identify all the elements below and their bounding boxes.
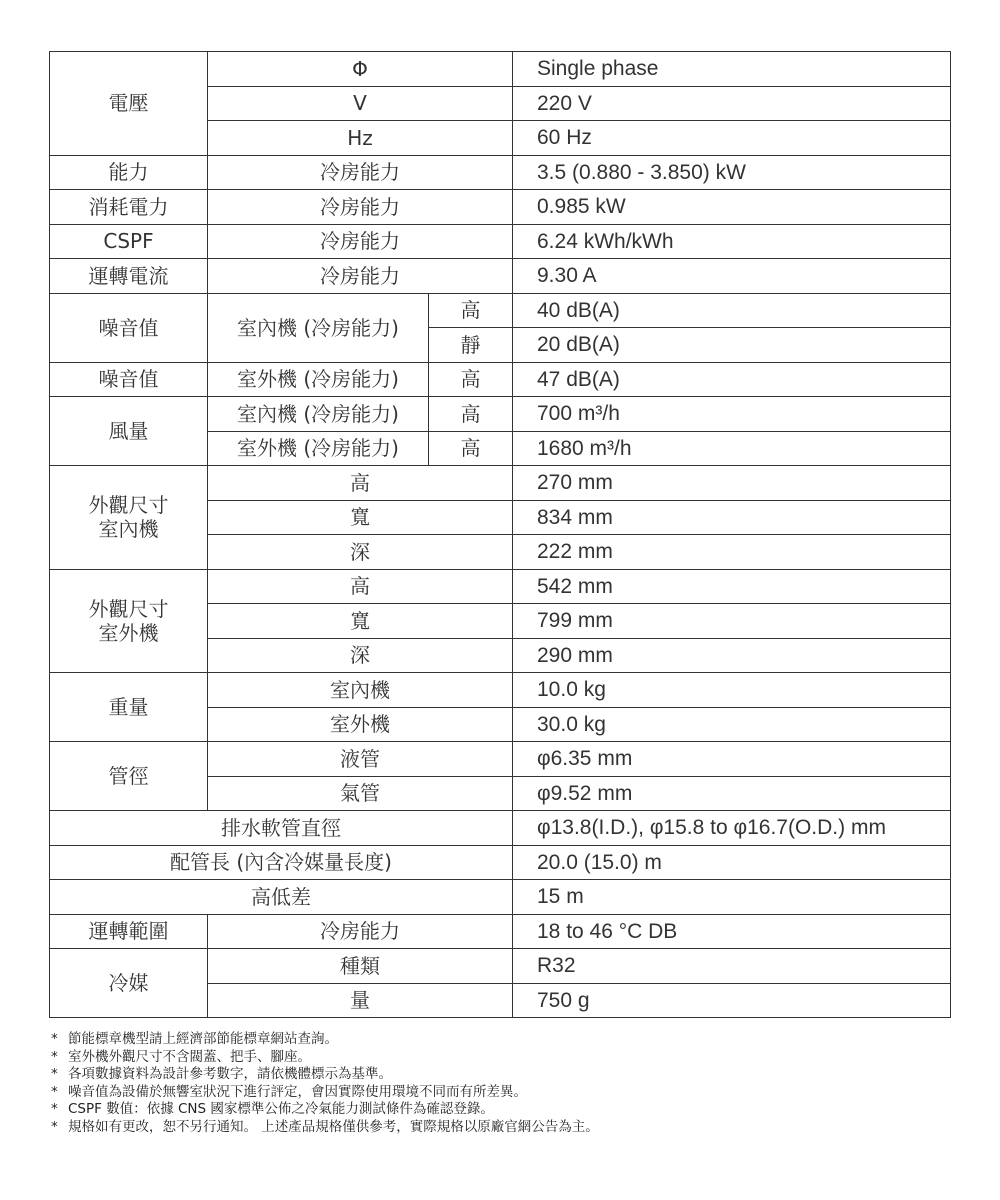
dim-outdoor-height: 高 [208, 569, 513, 604]
table-row [50, 742, 951, 777]
footnote-text: 噪音值為設備於無響室狀況下進行評定，會因實際使用環境不同而有所差異。 [68, 1083, 527, 1100]
table-row [50, 362, 951, 397]
noise-indoor-high-value: 40 dB(A) [513, 293, 951, 328]
dim-indoor-height-value: 270 mm [513, 466, 951, 501]
voltage-label: 電壓 [50, 52, 208, 156]
refrigerant-type-value: R32 [513, 949, 951, 984]
refrigerant-amount-value: 750 g [513, 983, 951, 1018]
pipe-gas-value: φ9.52 mm [513, 776, 951, 811]
power-label: 消耗電力 [50, 190, 208, 225]
cspf-sub: 冷房能力 [208, 224, 513, 259]
hz-value: 60 Hz [513, 121, 951, 156]
footnote-text: 節能標章機型請上經濟部節能標章網站查詢。 [68, 1031, 338, 1047]
table-row [50, 811, 951, 846]
table-row [50, 845, 951, 880]
table-row [50, 569, 951, 604]
table-row [50, 949, 951, 984]
footnote [51, 1066, 971, 1084]
volt-symbol: V [208, 86, 513, 121]
capacity-value: 3.5 (0.880 - 3.850) kW [513, 155, 951, 190]
dim-indoor-height: 高 [208, 466, 513, 501]
table-row [50, 52, 951, 87]
table-row [50, 190, 951, 225]
dim-indoor-label [50, 466, 208, 570]
refrigerant-type: 種類 [208, 949, 513, 984]
footnote-marker: * [51, 1031, 58, 1047]
piping-length-value: 20.0 (15.0) m [513, 845, 951, 880]
table-row [50, 673, 951, 708]
dim-outdoor-label [50, 569, 208, 673]
dim-indoor-depth-value: 222 mm [513, 535, 951, 570]
footnote [51, 1049, 971, 1067]
noise-outdoor-high: 高 [429, 362, 513, 397]
table-row [50, 155, 951, 190]
op-range-label: 運轉範圍 [50, 914, 208, 949]
table-row [50, 466, 951, 501]
dim-outdoor-depth-value: 290 mm [513, 638, 951, 673]
pipe-liquid: 液管 [208, 742, 513, 777]
table-row [50, 224, 951, 259]
height-diff-value: 15 m [513, 880, 951, 915]
airflow-outdoor-high: 高 [429, 431, 513, 466]
weight-indoor-value: 10.0 kg [513, 673, 951, 708]
piping-length-label: 配管長 (內含冷媒量長度) [50, 845, 513, 880]
dim-outdoor-height-value: 542 mm [513, 569, 951, 604]
weight-outdoor: 室外機 [208, 707, 513, 742]
phase-value: Single phase [513, 52, 951, 87]
airflow-indoor-value: 700 m³/h [513, 397, 951, 432]
dim-indoor-depth: 深 [208, 535, 513, 570]
noise-indoor-label: 噪音值 [50, 293, 208, 362]
footnote-marker: * [51, 1048, 58, 1065]
noise-indoor-sub: 室內機 (冷房能力) [208, 293, 429, 362]
noise-outdoor-sub: 室外機 (冷房能力) [208, 362, 429, 397]
footnote-text: 室外機外觀尺寸不含閥蓋、把手、腳座。 [68, 1048, 311, 1065]
weight-indoor: 室內機 [208, 673, 513, 708]
capacity-sub: 冷房能力 [208, 155, 513, 190]
weight-label: 重量 [50, 673, 208, 742]
noise-indoor-quiet-value: 20 dB(A) [513, 328, 951, 363]
refrigerant-label: 冷媒 [50, 949, 208, 1018]
power-value: 0.985 kW [513, 190, 951, 225]
footnote-marker: * [51, 1066, 58, 1083]
op-range-value: 18 to 46 °C DB [513, 914, 951, 949]
dim-outdoor-width: 寬 [208, 604, 513, 639]
noise-outdoor-value: 47 dB(A) [513, 362, 951, 397]
dim-indoor-width: 寬 [208, 500, 513, 535]
airflow-label: 風量 [50, 397, 208, 466]
airflow-outdoor-sub: 室外機 (冷房能力) [208, 431, 429, 466]
airflow-indoor-high: 高 [429, 397, 513, 432]
table-row [50, 880, 951, 915]
volt-value: 220 V [513, 86, 951, 121]
footnote-marker: * [51, 1083, 58, 1100]
footnote [51, 1119, 971, 1137]
current-value: 9.30 A [513, 259, 951, 294]
table-row [50, 397, 951, 432]
footnote-marker: * [51, 1101, 58, 1118]
airflow-indoor-sub: 室內機 (冷房能力) [208, 397, 429, 432]
table-row [50, 914, 951, 949]
op-range-sub: 冷房能力 [208, 914, 513, 949]
dim-outdoor-depth: 深 [208, 638, 513, 673]
capacity-label: 能力 [50, 155, 208, 190]
footnote-text: CSPF 數值：依據 CNS 國家標準公佈之冷氣能力測試條件為確認登錄。 [68, 1101, 494, 1118]
footnotes [51, 1031, 971, 1137]
pipe-liquid-value: φ6.35 mm [513, 742, 951, 777]
pipe-label: 管徑 [50, 742, 208, 811]
footnote-text: 各項數據資料為設計參考數字，請依機體標示為基準。 [68, 1066, 392, 1083]
footnote [51, 1084, 971, 1102]
footnote-text: 規格如有更改，恕不另行通知。 上述產品規格僅供參考，實際規格以原廠官網公告為主。 [68, 1118, 599, 1135]
current-label: 運轉電流 [50, 259, 208, 294]
power-sub: 冷房能力 [208, 190, 513, 225]
weight-outdoor-value: 30.0 kg [513, 707, 951, 742]
phase-symbol: Φ [208, 52, 513, 87]
height-diff-label: 高低差 [50, 880, 513, 915]
refrigerant-amount: 量 [208, 983, 513, 1018]
noise-indoor-quiet: 靜 [429, 328, 513, 363]
footnote-marker: * [51, 1118, 58, 1135]
cspf-value: 6.24 kWh/kWh [513, 224, 951, 259]
pipe-gas: 氣管 [208, 776, 513, 811]
hz-symbol: Hz [208, 121, 513, 156]
drain-value: φ13.8(I.D.), φ15.8 to φ16.7(O.D.) mm [513, 811, 951, 846]
dim-indoor-label-line2: 室內機 [98, 517, 159, 542]
footnote [51, 1101, 971, 1119]
dim-indoor-label-line1: 外觀尺寸 [88, 493, 169, 518]
dim-outdoor-label-line2: 室外機 [98, 620, 159, 645]
dim-outdoor-width-value: 799 mm [513, 604, 951, 639]
dim-indoor-width-value: 834 mm [513, 500, 951, 535]
noise-indoor-high: 高 [429, 293, 513, 328]
table-row [50, 293, 951, 328]
noise-outdoor-label: 噪音值 [50, 362, 208, 397]
airflow-outdoor-value: 1680 m³/h [513, 431, 951, 466]
table-row [50, 259, 951, 294]
footnote [51, 1031, 971, 1049]
cspf-label: CSPF [50, 224, 208, 259]
drain-label: 排水軟管直徑 [50, 811, 513, 846]
spec-table [49, 51, 951, 1018]
dim-outdoor-label-line1: 外觀尺寸 [88, 596, 169, 621]
current-sub: 冷房能力 [208, 259, 513, 294]
